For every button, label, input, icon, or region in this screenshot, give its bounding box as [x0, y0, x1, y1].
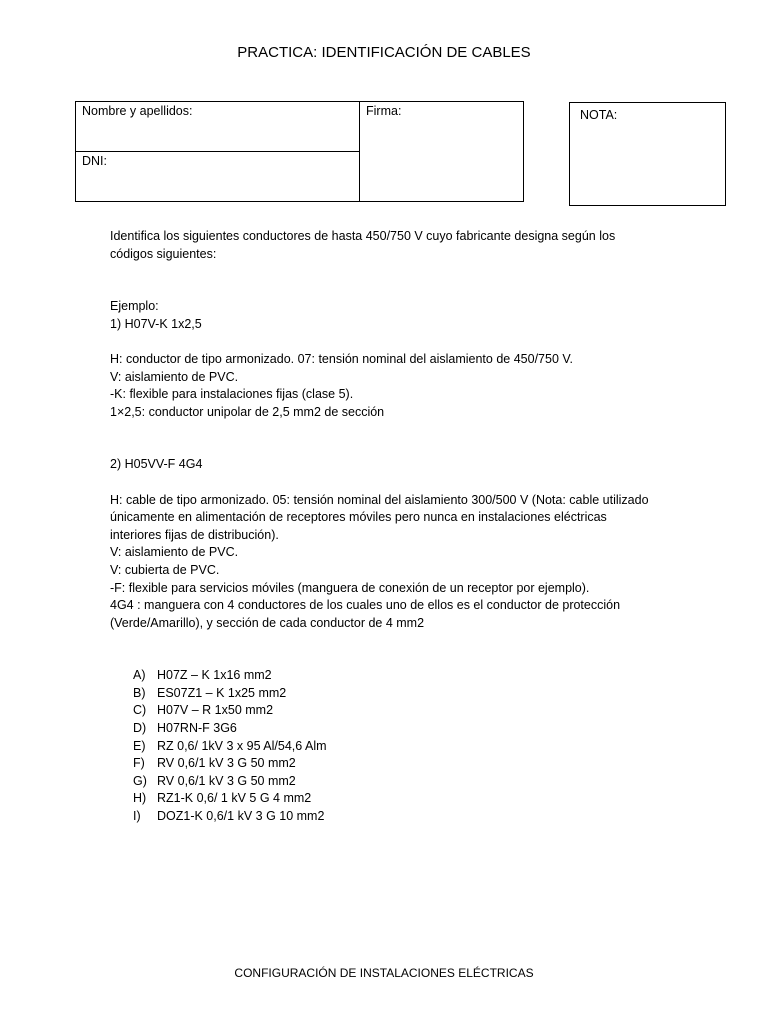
exercise-item — [133, 738, 650, 756]
exercise-letter: H) — [133, 791, 147, 806]
name-label: Nombre y apellidos: — [82, 104, 193, 118]
example2-line: -F: flexible para servicios móviles (manguera de conexión de un receptor por ejemplo). — [110, 580, 590, 595]
example2-code: 2) H05VV-F 4G4 — [110, 457, 203, 472]
example2-line: 4G4 : manguera con 4 conductores de los cuales uno de ellos es el conductor de protección (Verde/Amarillo), y sección de cada conductor de 4 mm2 — [110, 598, 621, 630]
example1-line: H: conductor de tipo armonizado. 07: tensión nominal del aislamiento de 450/750 V. — [110, 351, 574, 366]
page-title: PRACTICA: IDENTIFICACIÓN DE CABLES — [237, 44, 531, 61]
exercise-code: RZ 0,6/ 1kV 3 x 95 Al/54,6 Alm — [157, 738, 327, 753]
exercise-code: RV 0,6/1 kV 3 G 50 mm2 — [157, 773, 296, 788]
intro-paragraph: Identifica los siguientes conductores de hasta 450/750 V cuyo fabricante designa según los códigos siguientes: — [110, 229, 616, 261]
exercise-letter: I) — [133, 809, 141, 824]
example-heading: Ejemplo: — [110, 299, 159, 314]
exercise-letter: G) — [133, 773, 147, 788]
exercise-code: ES07Z1 – K 1x25 mm2 — [157, 685, 287, 700]
exercise-letter: D) — [133, 721, 147, 736]
exercise-item — [133, 667, 650, 685]
exercise-item — [133, 773, 650, 791]
exercise-item — [133, 755, 650, 773]
example1-line: -K: flexible para instalaciones fijas (clase 5). — [110, 387, 354, 402]
grade-label: NOTA: — [580, 108, 618, 122]
example1-line: V: aislamiento de PVC. — [110, 369, 239, 384]
exercise-letter: F) — [133, 756, 145, 771]
exercise-item — [133, 790, 650, 808]
exercise-code: RV 0,6/1 kV 3 G 50 mm2 — [157, 756, 296, 771]
document-body — [110, 228, 650, 826]
name-field-box[interactable] — [75, 101, 360, 152]
exercise-item — [133, 685, 650, 703]
exercise-letter: E) — [133, 738, 146, 753]
signature-label: Firma: — [366, 104, 402, 118]
dni-field-box[interactable] — [75, 151, 360, 202]
signature-field-box[interactable] — [359, 101, 524, 202]
grade-field-box[interactable] — [569, 102, 726, 206]
exercise-code: H07Z – K 1x16 mm2 — [157, 668, 272, 683]
exercise-letter: B) — [133, 685, 146, 700]
example1-code: 1) H07V-K 1x2,5 — [110, 316, 202, 331]
exercise-item — [133, 720, 650, 738]
exercise-letter: C) — [133, 703, 147, 718]
page-footer: CONFIGURACIÓN DE INSTALACIONES ELÉCTRICAS — [234, 966, 534, 980]
exercise-item — [133, 808, 650, 826]
example2-line: V: cubierta de PVC. — [110, 562, 220, 577]
exercise-code: RZ1-K 0,6/ 1 kV 5 G 4 mm2 — [157, 791, 312, 806]
example2-line: H: cable de tipo armonizado. 05: tensión nominal del aislamiento 300/500 V (Nota: cable utilizado únicamente en alimentación de receptores móviles pero nunca en instalaciones eléctricas interiores fijas de distribución). — [110, 492, 649, 542]
dni-label: DNI: — [82, 154, 107, 168]
exercise-code: H07RN-F 3G6 — [157, 721, 237, 736]
exercise-letter: A) — [133, 668, 146, 683]
example2-line: V: aislamiento de PVC. — [110, 545, 239, 560]
exercise-code: DOZ1-K 0,6/1 kV 3 G 10 mm2 — [157, 809, 325, 824]
exercise-item — [133, 702, 650, 720]
example1-line: 1×2,5: conductor unipolar de 2,5 mm2 de sección — [110, 404, 385, 419]
exercise-code: H07V – R 1x50 mm2 — [157, 703, 274, 718]
exercise-list — [110, 667, 650, 825]
